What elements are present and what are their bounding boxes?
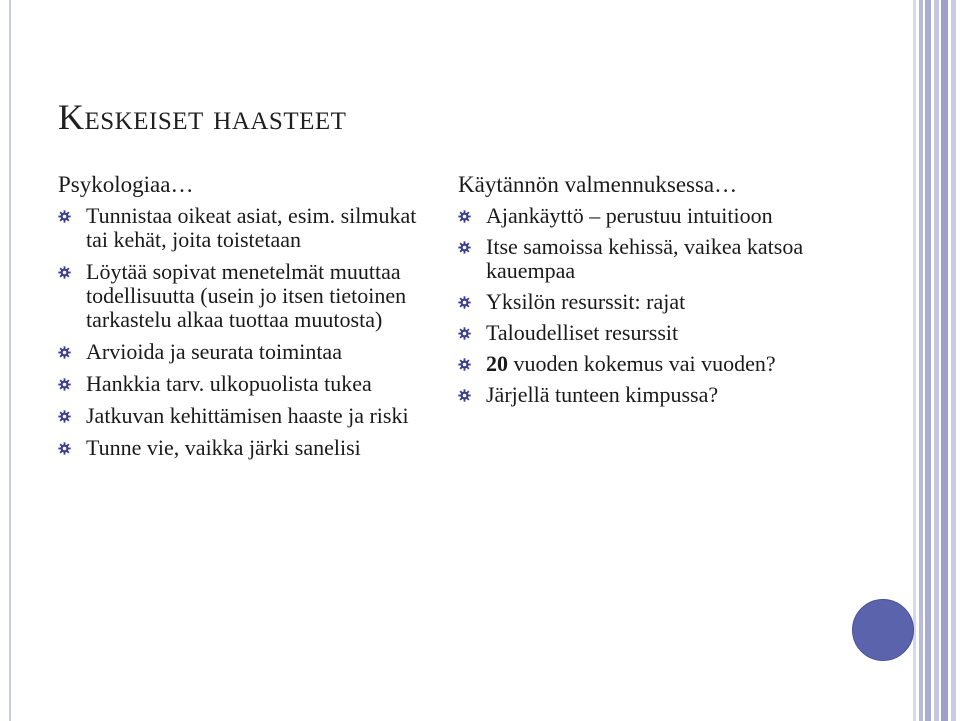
bullet-text: Taloudelliset resurssit: [486, 320, 679, 345]
side-bar: [934, 0, 939, 721]
gear-icon: [58, 410, 71, 423]
left-bullet-list: [58, 204, 418, 460]
side-bar: [941, 0, 948, 721]
right-bullet-item: [458, 352, 868, 376]
right-bullet-item: [458, 204, 868, 228]
bullet-text: Järjellä tunteen kimpussa?: [486, 382, 719, 407]
side-bar: [951, 0, 956, 721]
right-bullet-item: [458, 383, 868, 407]
gear-icon: [458, 296, 471, 309]
side-bar: [913, 0, 916, 721]
left-bullet-item: [58, 372, 418, 396]
left-bullet-item: [58, 340, 418, 364]
right-heading: Käytännön valmennuksessa…: [458, 172, 738, 197]
right-bullet-item: [458, 235, 868, 283]
bullet-text: Yksilön resurssit: rajat: [486, 289, 686, 314]
side-bar: [925, 0, 931, 721]
side-bar: [919, 0, 923, 721]
gear-icon: [58, 210, 71, 223]
left-bullet-item: [58, 260, 418, 332]
decorative-circle: [852, 599, 914, 661]
left-bullet-item: [58, 436, 418, 460]
right-bullet-item: [458, 321, 868, 345]
gear-icon: [58, 442, 71, 455]
left-border-line: [9, 0, 11, 721]
bullet-text: Ajankäyttö – perustuu intuitioon: [486, 203, 773, 228]
bullet-text: Löytää sopivat menetelmät muuttaa todellisuutta (usein jo itsen tietoinen tarkastelu alkaa tuottaa muutosta): [86, 259, 407, 332]
gear-icon: [58, 378, 71, 391]
left-bullet-item: [58, 204, 418, 252]
left-column: [58, 172, 418, 468]
right-column: [458, 172, 868, 414]
bullet-text: Tunnistaa oikeat asiat, esim. silmukat tai kehät, joita toistetaan: [86, 203, 417, 252]
gear-icon: [58, 346, 71, 359]
gear-icon: [458, 327, 471, 340]
bullet-text: Hankkia tarv. ulkopuolista tukea: [86, 371, 372, 396]
bullet-text: Jatkuvan kehittämisen haaste ja riski: [86, 403, 409, 428]
bullet-text: Arvioida ja seurata toimintaa: [86, 339, 342, 364]
bullet-text: Tunne vie, vaikka järki sanelisi: [86, 435, 361, 460]
left-bullet-item: [58, 404, 418, 428]
bullet-text: Itse samoissa kehissä, vaikea katsoa kauempaa: [486, 234, 804, 283]
gear-icon: [458, 241, 471, 254]
right-bullet-list: [458, 204, 868, 407]
gear-icon: [458, 358, 471, 371]
slide-title: Keskeiset haasteet: [58, 97, 347, 137]
bullet-text: vuoden kokemus vai vuoden?: [508, 351, 776, 376]
gear-icon: [58, 266, 71, 279]
left-heading: Psykologiaa…: [58, 172, 194, 197]
right-bullet-item: [458, 290, 868, 314]
gear-icon: [458, 210, 471, 223]
gear-icon: [458, 389, 471, 402]
bullet-bold-text: 20: [486, 351, 508, 376]
